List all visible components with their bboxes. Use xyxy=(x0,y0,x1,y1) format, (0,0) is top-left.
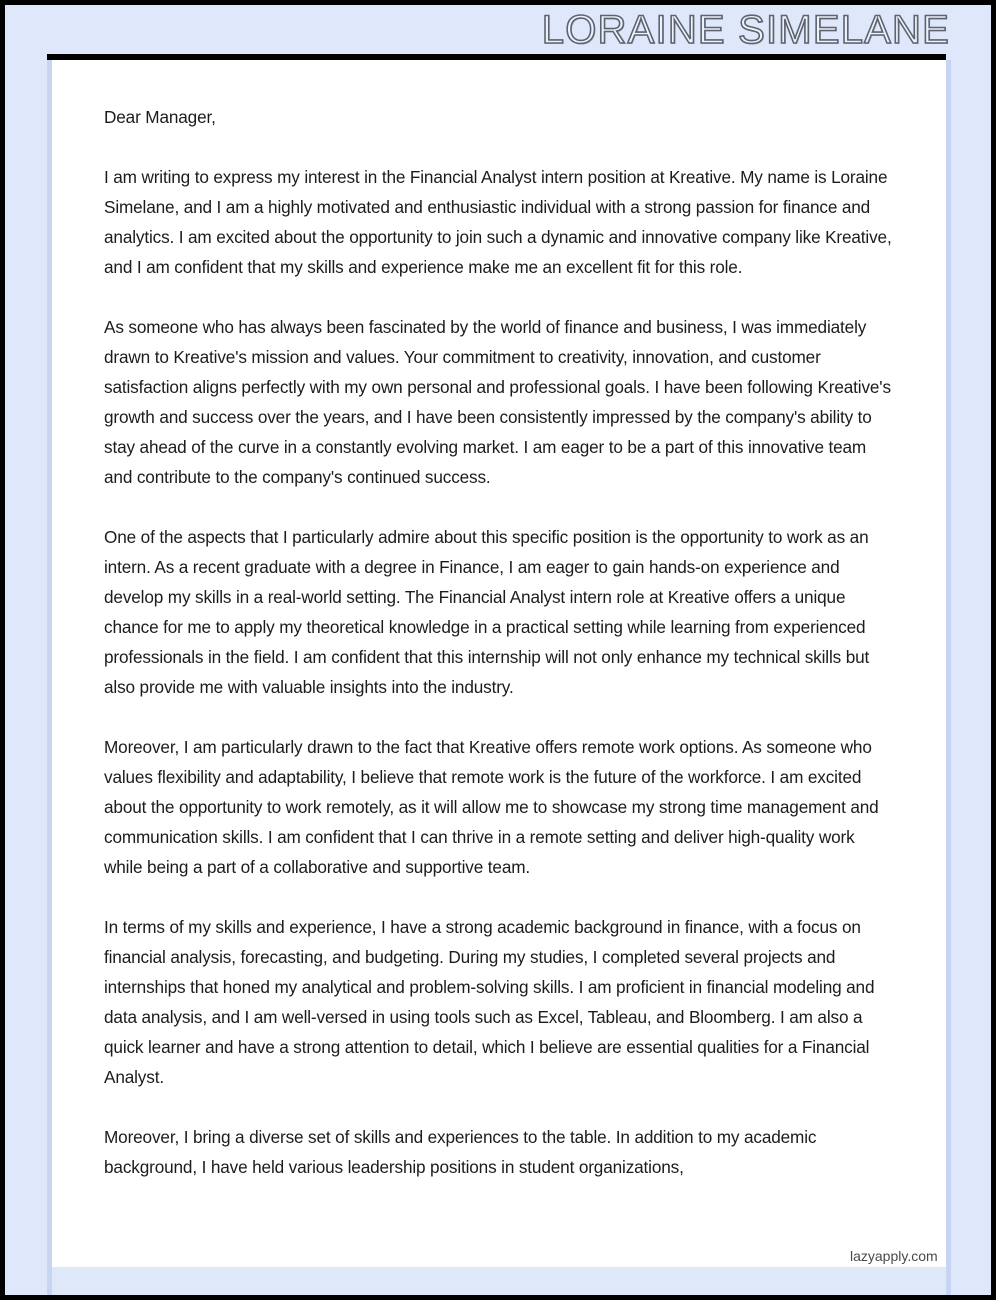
cover-letter-body xyxy=(104,102,894,1182)
cover-letter-sheet xyxy=(52,60,946,1295)
letter-paragraph-6: Moreover, I bring a diverse set of skills and experiences to the table. In addition to my academic background, I have held various leadership positions in student organizations, xyxy=(104,1127,817,1177)
letter-paragraph-2: As someone who has always been fascinated by the world of finance and business, I was immediately drawn to Kreative's mission and values. Your commitment to creativity, innovation, and customer satisfaction aligns perfectly with my own personal and professional goals. I have been following Kreative's growth and success over the years, and I have been consistently impressed by the company's ability to stay ahead of the curve in a constantly evolving market. I am eager to be a part of this innovative team and contribute to the company's continued success. xyxy=(104,317,891,487)
applicant-name: LORAINE SIMELANE xyxy=(541,7,950,52)
letter-paragraph-4: Moreover, I am particularly drawn to the fact that Kreative offers remote work options. As someone who values flexibility and adaptability, I believe that remote work is the future of the workforce. I am excited about the opportunity to work remotely, as it will allow me to showcase my strong time management and communication skills. I am confident that I can thrive in a remote setting and deliver high-quality work while being a part of a collaborative and supportive team. xyxy=(104,737,879,877)
letter-paragraph-1: I am writing to express my interest in the Financial Analyst intern position at Kreative. My name is Loraine Simelane, and I am a highly motivated and enthusiastic individual with a strong passion for finance and analytics. I am excited about the opportunity to join such a dynamic and innovative company like Kreative, and I am confident that my skills and experience make me an excellent fit for this role. xyxy=(104,167,892,277)
letter-salutation: Dear Manager, xyxy=(104,107,216,127)
letter-paragraph-5: In terms of my skills and experience, I have a strong academic background in finance, with a focus on financial analysis, forecasting, and budgeting. During my studies, I completed several projects and internships that honed my analytical and problem-solving skills. I am proficient in financial modeling and data analysis, and I am well-versed in using tools such as Excel, Tableau, and Bloomberg. I am also a quick learner and have a strong attention to detail, which I believe are essential qualities for a Financial Analyst. xyxy=(104,917,875,1087)
document-canvas xyxy=(5,5,991,1295)
sheet-gutter-right xyxy=(946,60,951,1295)
letterhead-header xyxy=(5,5,991,54)
letter-paragraph-3: One of the aspects that I particularly admire about this specific position is the opportunity to work as an intern. As a recent graduate with a degree in Finance, I am eager to gain hands-on experience and develop my skills in a real-world setting. The Financial Analyst intern role at Kreative offers a unique chance for me to apply my theoretical knowledge in a practical setting while learning from experienced professionals in the field. I am confident that this internship will not only enhance my technical skills but also provide me with valuable insights into the industry. xyxy=(104,527,870,697)
site-watermark: lazyapply.com xyxy=(850,1248,938,1264)
